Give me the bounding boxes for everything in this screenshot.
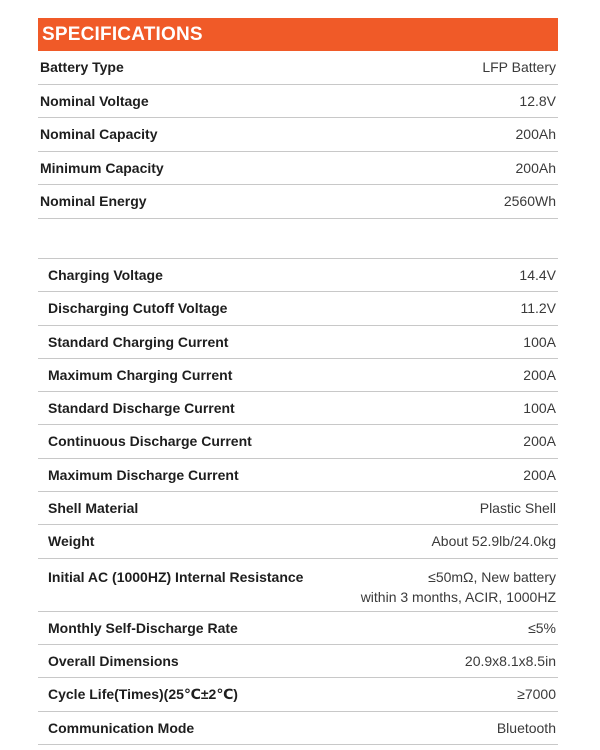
spec-label: Minimum Capacity xyxy=(40,159,164,176)
spec-value: 14.4V xyxy=(519,267,556,283)
spec-value xyxy=(361,567,556,607)
spec-row-cycle-life xyxy=(38,678,558,711)
spec-label: Maximum Discharge Current xyxy=(48,466,239,483)
spec-value: Bluetooth xyxy=(496,719,556,736)
spec-label: Cycle Life(Times)(25℃±2℃) xyxy=(48,686,238,703)
spec-value: 200Ah xyxy=(515,159,556,176)
spec-row-continuous-discharge-current xyxy=(38,425,558,458)
spec-label: Monthly Self-Discharge Rate xyxy=(48,619,238,636)
spec-value: Plastic Shell xyxy=(479,500,556,517)
spec-label: Discharging Cutoff Voltage xyxy=(48,300,228,317)
spec-row-communication-mode xyxy=(38,712,558,745)
spec-label: Nominal Voltage xyxy=(40,92,149,109)
spec-row-nominal-voltage xyxy=(38,85,558,119)
spec-label: Standard Charging Current xyxy=(48,333,229,350)
spec-row-maximum-discharge-current xyxy=(38,459,558,492)
basic-specs-table xyxy=(38,51,558,219)
electrical-specs-table xyxy=(38,258,558,745)
spec-label: Weight xyxy=(48,533,95,550)
spec-label: Standard Discharge Current xyxy=(48,400,235,417)
spec-value: 12.8V xyxy=(519,92,556,109)
spec-value: LFP Battery xyxy=(482,59,556,75)
spec-value: 200A xyxy=(523,433,556,450)
spec-value-line-1: ≤50mΩ, New battery xyxy=(428,568,556,585)
spec-row-nominal-capacity xyxy=(38,118,558,152)
spec-row-weight xyxy=(38,525,558,558)
spec-row-shell-material xyxy=(38,492,558,525)
spec-label: Nominal Capacity xyxy=(40,126,158,142)
spec-label: Battery Type xyxy=(40,59,124,75)
spec-row-nominal-energy xyxy=(38,185,558,219)
spec-row-overall-dimensions xyxy=(38,645,558,678)
spec-value: 200A xyxy=(523,366,556,383)
spec-label: Communication Mode xyxy=(48,719,195,736)
spec-row-battery-type xyxy=(38,51,558,85)
spec-label: Continuous Discharge Current xyxy=(48,433,252,450)
spec-value: 20.9x8.1x8.5in xyxy=(464,652,556,669)
spec-label: Maximum Charging Current xyxy=(48,366,233,383)
spec-row-maximum-charging-current xyxy=(38,359,558,392)
spec-row-discharging-cutoff-voltage xyxy=(38,292,558,325)
spec-value: ≥7000 xyxy=(517,686,556,703)
spec-value: 2560Wh xyxy=(503,193,556,209)
spec-label: Shell Material xyxy=(48,500,139,517)
spec-label: Overall Dimensions xyxy=(48,652,179,669)
spec-value: About 52.9lb/24.0kg xyxy=(431,533,556,550)
spec-label: Charging Voltage xyxy=(48,267,163,283)
spec-label: Initial AC (1000HZ) Internal Resistance xyxy=(48,568,304,585)
spec-row-self-discharge-rate xyxy=(38,612,558,645)
spec-row-standard-discharge-current xyxy=(38,392,558,425)
spec-value: 100A xyxy=(523,333,556,350)
specifications-header xyxy=(38,18,558,51)
spec-row-charging-voltage xyxy=(38,259,558,292)
spec-value-line-2: within 3 months, ACIR, 1000HZ xyxy=(360,588,556,605)
spec-value: 200A xyxy=(523,466,556,483)
spec-value: ≤5% xyxy=(528,619,556,636)
spec-value: 100A xyxy=(523,400,556,417)
spec-value: 11.2V xyxy=(520,300,556,317)
specifications-title: SPECIFICATIONS xyxy=(42,24,203,45)
spec-row-internal-resistance xyxy=(38,559,558,612)
spec-label: Nominal Energy xyxy=(40,193,147,209)
spec-value: 200Ah xyxy=(515,126,556,142)
spec-row-standard-charging-current xyxy=(38,326,558,359)
spec-row-minimum-capacity xyxy=(38,152,558,186)
